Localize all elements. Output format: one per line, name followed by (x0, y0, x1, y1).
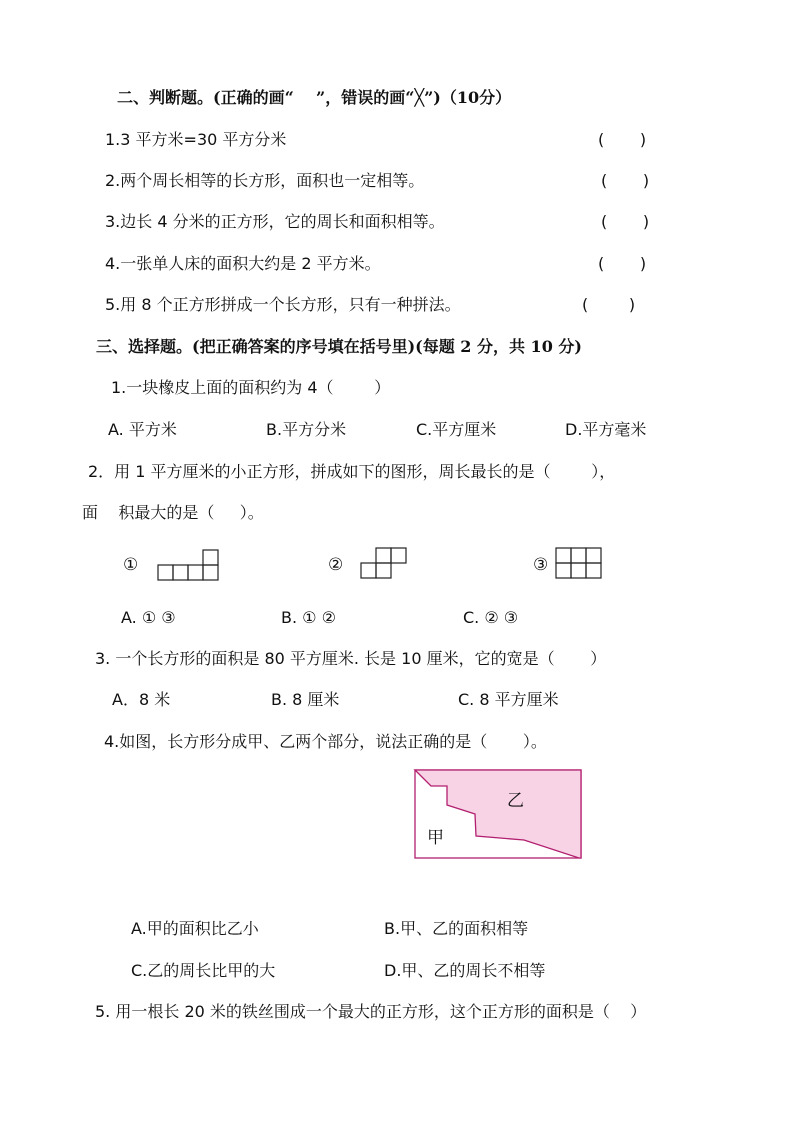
q4-option-a[interactable]: A.甲的面积比乙小 (131, 919, 259, 938)
figure-label-3: ③ (533, 555, 549, 575)
q5-stem: 5. 用一根长 20 米的铁丝围成一个最大的正方形，这个正方形的面积是（ ） (95, 1002, 647, 1021)
fig1-square (203, 565, 218, 580)
fig2-square (361, 563, 376, 578)
judge-bracket-5[interactable]: ( ) (582, 295, 636, 314)
fig3-square (571, 548, 586, 563)
figure-2 (360, 547, 408, 579)
q4-option-b[interactable]: B.甲、乙的面积相等 (384, 919, 529, 938)
q4-stem: 4.如图，长方形分成甲、乙两个部分，说法正确的是（ ）。 (104, 732, 547, 751)
q3-option-a[interactable]: A．8 米 (112, 690, 171, 709)
fig2-square (376, 548, 391, 563)
fig1-square (203, 550, 218, 565)
fig2-square (376, 563, 391, 578)
figure-label-2: ② (328, 555, 344, 575)
figure-label-1: ① (123, 555, 139, 575)
figure-1 (158, 549, 220, 581)
judge-bracket-3[interactable]: ( ) (601, 212, 650, 231)
q2-stem-line2: 面 积最大的是（ ）。 (82, 503, 264, 522)
judge-item-1: 1.3 平方米=30 平方分米 (105, 130, 287, 149)
fig3-square (556, 563, 571, 578)
region-label-jia: 甲 (427, 828, 444, 848)
q3-option-b[interactable]: B. 8 厘米 (271, 690, 340, 709)
q2-option-a[interactable]: A. ① ③ (121, 608, 176, 627)
fig1-square (158, 565, 173, 580)
fig3-square (556, 548, 571, 563)
region-label-yi: 乙 (507, 791, 524, 811)
judge-item-3: 3.边长 4 分米的正方形，它的周长和面积相等。 (105, 212, 445, 231)
q2-option-b[interactable]: B. ① ② (281, 608, 336, 627)
judge-item-5: 5.用 8 个正方形拼成一个长方形，只有一种拼法。 (105, 295, 461, 314)
q2-stem-line1: 2．用 1 平方厘米的小正方形，拼成如下的图形，周长最长的是（ ）， (88, 462, 616, 481)
fig2-square (391, 548, 406, 563)
judge-heading: 二、判断题。(正确的画“ ”，错误的画“╳”)（10分） (117, 88, 512, 107)
q4-option-d[interactable]: D.甲、乙的周长不相等 (384, 961, 546, 980)
judge-item-4: 4.一张单人床的面积大约是 2 平方米。 (105, 254, 381, 273)
fig1-square (188, 565, 203, 580)
judge-bracket-1[interactable]: ( ) (598, 130, 647, 149)
q1-option-b[interactable]: B.平方分米 (266, 420, 347, 439)
q3-stem: 3. 一个长方形的面积是 80 平方厘米. 长是 10 厘米，它的宽是（ ） (95, 649, 607, 668)
fig3-square (571, 563, 586, 578)
fig3-square (586, 563, 601, 578)
q2-option-c[interactable]: C. ② ③ (463, 608, 519, 627)
judge-bracket-4[interactable]: ( ) (598, 254, 647, 273)
q1-option-d[interactable]: D.平方毫米 (565, 420, 647, 439)
q3-option-c[interactable]: C. 8 平方厘米 (458, 690, 559, 709)
q4-option-c[interactable]: C.乙的周长比甲的大 (131, 961, 276, 980)
judge-bracket-2[interactable]: ( ) (601, 171, 650, 190)
q1-option-c[interactable]: C.平方厘米 (416, 420, 497, 439)
q1-stem: 1.一块橡皮上面的面积约为 4（ ） (111, 378, 391, 397)
fig3-square (586, 548, 601, 563)
fig1-square (173, 565, 188, 580)
figure-3 (555, 547, 603, 579)
choice-heading: 三、选择题。(把正确答案的序号填在括号里)(每题 2 分，共 10 分) (96, 337, 582, 356)
q1-option-a[interactable]: A. 平方米 (108, 420, 177, 439)
judge-item-2: 2.两个周长相等的长方形，面积也一定相等。 (105, 171, 425, 190)
